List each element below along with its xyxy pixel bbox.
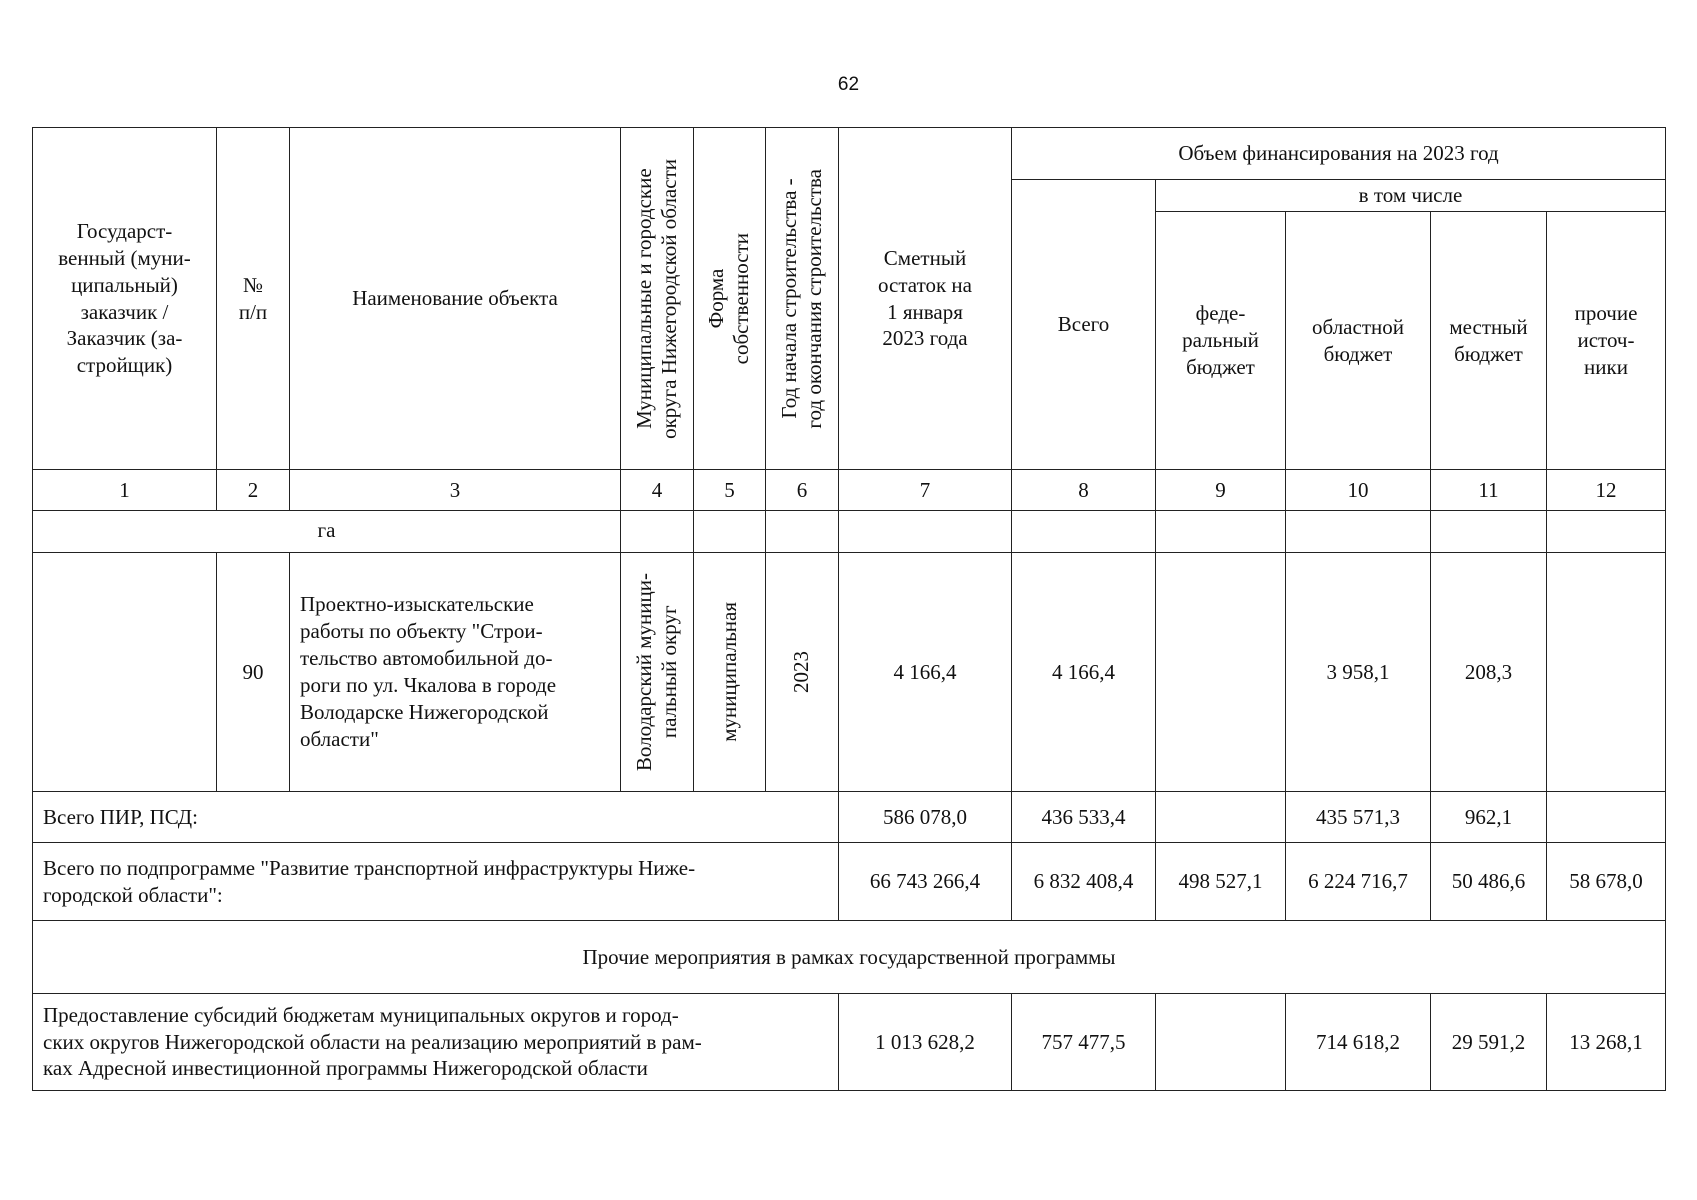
- object-estimated-balance: 4 166,4: [839, 553, 1012, 792]
- empty-cell: [621, 511, 694, 553]
- header-estimated-balance: Сметный остаток на 1 января 2023 года: [839, 128, 1012, 470]
- object-ownership: [694, 553, 766, 792]
- header-other: прочие источ- ники: [1547, 212, 1666, 470]
- object-ownership-text: муниципальная: [716, 602, 741, 742]
- total-pir-other: [1547, 792, 1666, 843]
- empty-cell: [1012, 511, 1156, 553]
- header-customer: Государст- венный (муни- ципальный) заказчик / Заказчик (за- стройщик): [33, 128, 217, 470]
- object-district-text: Володарский муници- пальный округ: [631, 572, 681, 772]
- object-number: 90: [217, 553, 290, 792]
- object-federal: [1156, 553, 1286, 792]
- empty-cell: [694, 511, 766, 553]
- subprogram-local: 50 486,6: [1431, 843, 1547, 921]
- column-number: 8: [1012, 470, 1156, 511]
- header-local: местный бюджет: [1431, 212, 1547, 470]
- object-total: 4 166,4: [1012, 553, 1156, 792]
- object-local: 208,3: [1431, 553, 1547, 792]
- header-districts-text: Муниципальные и городские округа Нижегородской области: [631, 158, 681, 439]
- column-number-row: [33, 470, 1666, 511]
- empty-cell: [1286, 511, 1431, 553]
- header-total: Всего: [1012, 180, 1156, 470]
- total-pir-total: 436 533,4: [1012, 792, 1156, 843]
- subsidy-regional: 714 618,2: [1286, 994, 1431, 1091]
- column-number: 2: [217, 470, 290, 511]
- object-name: Проектно-изыскательские работы по объекту "Строи- тельство автомобильной до- роги по ул. Чкалова в городе Володарске Нижегородской области": [290, 553, 621, 792]
- header-funding-group: Объем финансирования на 2023 год: [1012, 128, 1666, 180]
- header-row-1: [33, 128, 1666, 180]
- section-heading: Прочие мероприятия в рамках государственной программы: [33, 921, 1666, 994]
- subsidy-label: Предоставление субсидий бюджетам муниципальных округов и город- ских округов Нижегородской области на реализацию мероприятий в рам- ках Адресной инвестиционной программы Нижегородской области: [33, 994, 839, 1091]
- total-pir-row: [33, 792, 1666, 843]
- object-years-text: 2023: [789, 651, 814, 693]
- total-pir-local: 962,1: [1431, 792, 1547, 843]
- header-ownership: [694, 128, 766, 470]
- empty-cell: [1431, 511, 1547, 553]
- header-years-text: Год начала строительства - год окончания строительства: [776, 168, 826, 429]
- column-number: 11: [1431, 470, 1547, 511]
- continuation-text: га: [317, 518, 336, 542]
- empty-cell: [766, 511, 839, 553]
- column-number: 9: [1156, 470, 1286, 511]
- header-federal: феде- ральный бюджет: [1156, 212, 1286, 470]
- subsidy-estimated-balance: 1 013 628,2: [839, 994, 1012, 1091]
- object-other: [1547, 553, 1666, 792]
- object-customer: [33, 553, 217, 792]
- subprogram-federal: 498 527,1: [1156, 843, 1286, 921]
- column-number: 1: [33, 470, 217, 511]
- subprogram-total: 6 832 408,4: [1012, 843, 1156, 921]
- total-pir-estimated-balance: 586 078,0: [839, 792, 1012, 843]
- total-pir-federal: [1156, 792, 1286, 843]
- continuation-cell: [33, 511, 621, 553]
- header-object-name: Наименование объекта: [290, 128, 621, 470]
- subsidy-total: 757 477,5: [1012, 994, 1156, 1091]
- object-district: [621, 553, 694, 792]
- column-number: 7: [839, 470, 1012, 511]
- empty-cell: [839, 511, 1012, 553]
- total-pir-label: Всего ПИР, ПСД:: [33, 792, 839, 843]
- object-regional: 3 958,1: [1286, 553, 1431, 792]
- section-row: [33, 921, 1666, 994]
- column-number: 10: [1286, 470, 1431, 511]
- header-regional: областной бюджет: [1286, 212, 1431, 470]
- subprogram-regional: 6 224 716,7: [1286, 843, 1431, 921]
- header-number: № п/п: [217, 128, 290, 470]
- financing-table: [32, 127, 1666, 1091]
- column-number: 5: [694, 470, 766, 511]
- subprogram-total-label: Всего по подпрограмме "Развитие транспортной инфраструктуры Ниже- городской области":: [33, 843, 839, 921]
- column-number: 4: [621, 470, 694, 511]
- subprogram-other: 58 678,0: [1547, 843, 1666, 921]
- column-number: 3: [290, 470, 621, 511]
- subprogram-estimated-balance: 66 743 266,4: [839, 843, 1012, 921]
- object-years: [766, 553, 839, 792]
- header-years: [766, 128, 839, 470]
- column-number: 6: [766, 470, 839, 511]
- subsidy-row: [33, 994, 1666, 1091]
- empty-cell: [1547, 511, 1666, 553]
- total-pir-regional: 435 571,3: [1286, 792, 1431, 843]
- header-including-group: в том числе: [1156, 180, 1666, 212]
- subprogram-total-row: [33, 843, 1666, 921]
- subsidy-local: 29 591,2: [1431, 994, 1547, 1091]
- column-number: 12: [1547, 470, 1666, 511]
- subsidy-federal: [1156, 994, 1286, 1091]
- header-ownership-text: Форма собственности: [704, 232, 754, 365]
- page-number: 62: [837, 74, 860, 95]
- header-districts: [621, 128, 694, 470]
- empty-cell: [1156, 511, 1286, 553]
- subsidy-other: 13 268,1: [1547, 994, 1666, 1091]
- continuation-row: [33, 511, 1666, 553]
- object-row: [33, 553, 1666, 792]
